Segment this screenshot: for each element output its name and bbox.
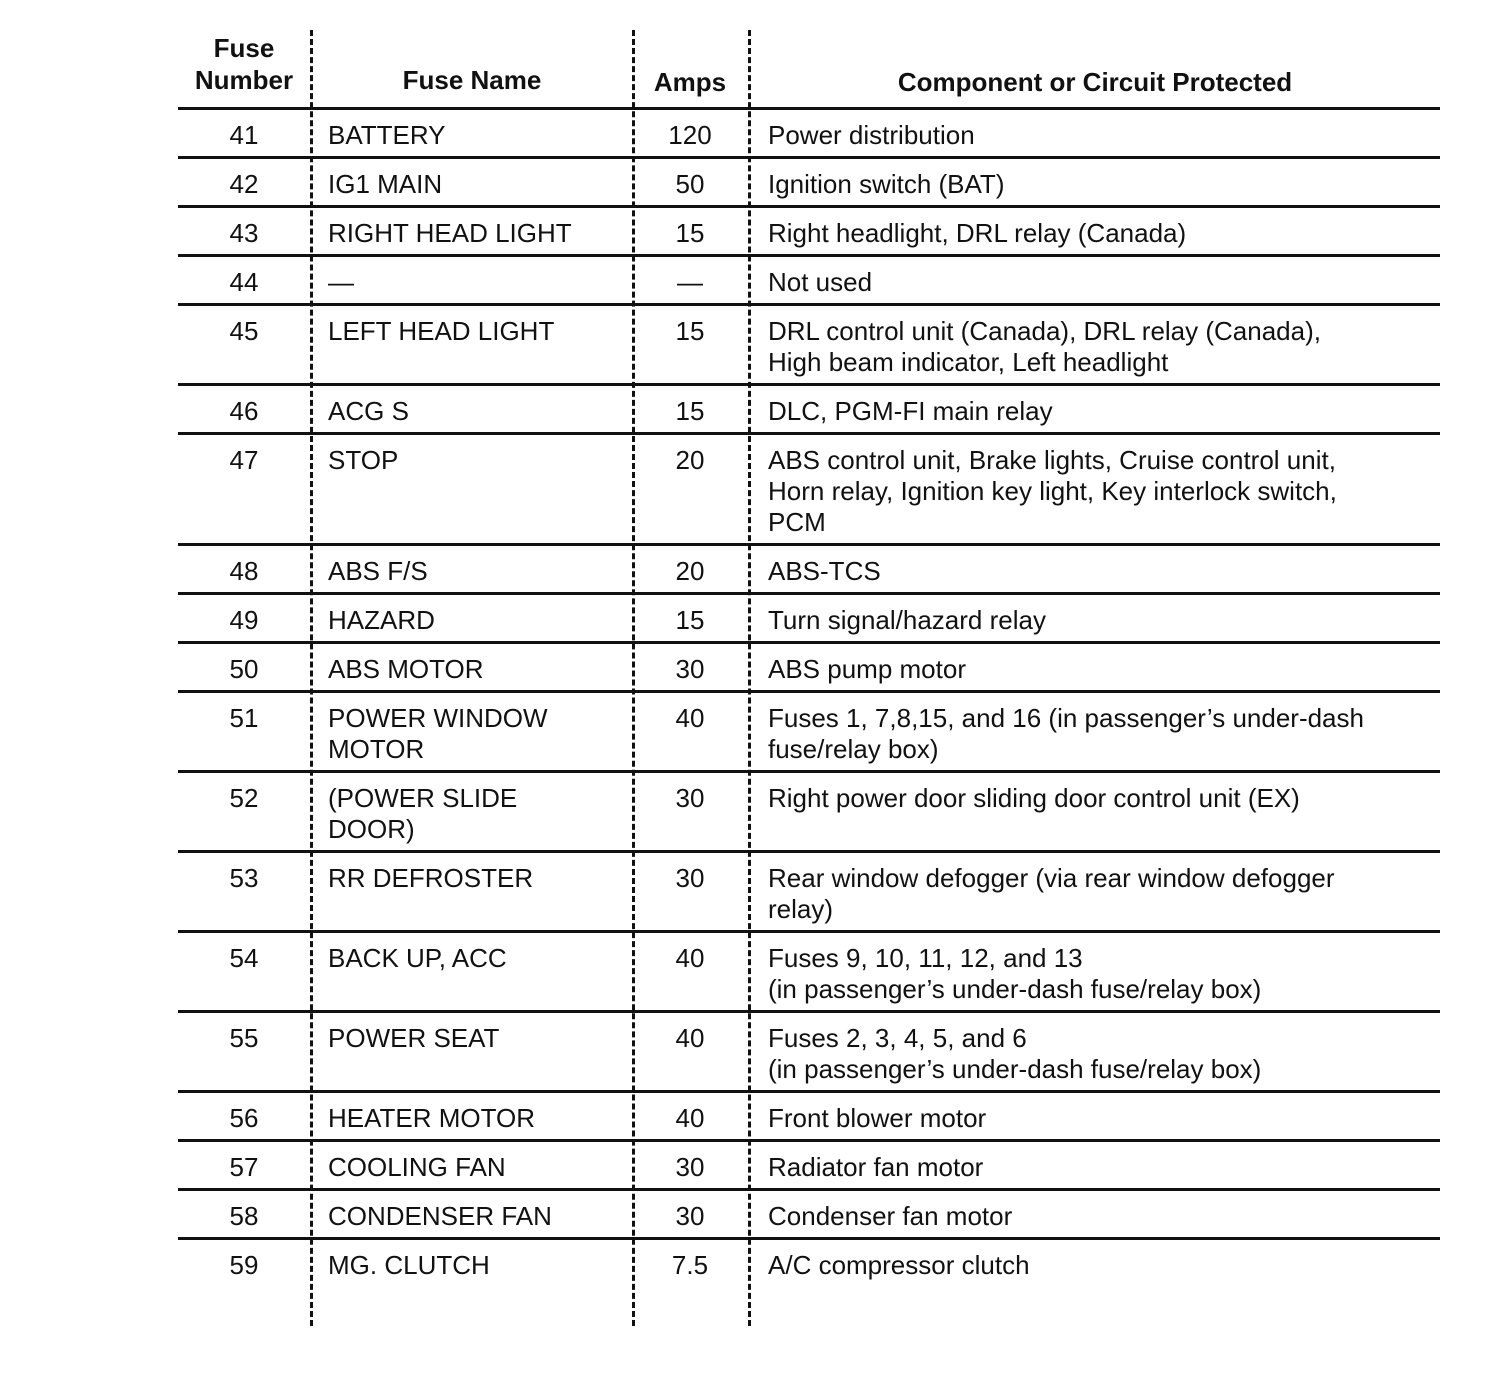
fuse-number-cell: 42 <box>229 169 259 199</box>
amps-cell: 40 <box>675 1023 705 1053</box>
fuse-number-cell: 45 <box>229 316 259 346</box>
component-cell: Radiator fan motor <box>768 1152 984 1182</box>
fuse-name-cell: MG. CLUTCH <box>328 1250 490 1280</box>
fuse-number-cell: 56 <box>229 1103 259 1133</box>
table-row <box>178 595 1440 644</box>
amps-cell: 15 <box>675 605 705 635</box>
amps-cell: 30 <box>675 654 705 684</box>
table-row <box>178 1142 1440 1191</box>
header-component: Component or Circuit Protected <box>897 67 1293 97</box>
fuse-number-cell: 47 <box>229 445 259 475</box>
amps-cell: 20 <box>675 556 705 586</box>
fuse-number-cell: 55 <box>229 1023 259 1053</box>
header-amps: Amps <box>653 67 727 97</box>
fuse-name-cell: ABS F/S <box>328 556 428 586</box>
component-cell: Power distribution <box>768 120 975 150</box>
fuse-number-cell: 48 <box>229 556 259 586</box>
component-cell: ABS-TCS <box>768 556 881 586</box>
header-fuse-name: Fuse Name <box>402 65 542 95</box>
fuse-number-cell: 58 <box>229 1201 259 1231</box>
component-cell: DRL control unit (Canada), DRL relay (Canada), High beam indicator, Left headlight <box>768 316 1321 377</box>
amps-cell: 15 <box>675 396 705 426</box>
component-cell: Turn signal/hazard relay <box>768 605 1046 635</box>
amps-cell: 40 <box>675 1103 705 1133</box>
fuse-name-cell: COOLING FAN <box>328 1152 506 1182</box>
fuse-name-cell: STOP <box>328 445 399 475</box>
amps-cell: 30 <box>675 863 705 893</box>
fuse-name-cell: BACK UP, ACC <box>328 943 507 973</box>
amps-cell: 40 <box>675 943 705 973</box>
fuse-name-cell: HAZARD <box>328 605 435 635</box>
table-row <box>178 257 1440 306</box>
fuse-name-cell: RR DEFROSTER <box>328 863 534 893</box>
fuse-number-cell: 44 <box>229 267 259 297</box>
fuse-name-cell: CONDENSER FAN <box>328 1201 552 1231</box>
amps-cell: 15 <box>675 316 705 346</box>
component-cell: Fuses 1, 7,8,15, and 16 (in passenger’s under-dash fuse/relay box) <box>768 703 1364 764</box>
table-row <box>178 386 1440 435</box>
table-row <box>178 110 1440 159</box>
component-cell: Fuses 2, 3, 4, 5, and 6 (in passenger’s under-dash fuse/relay box) <box>768 1023 1262 1084</box>
component-cell: Front blower motor <box>768 1103 987 1133</box>
table-row <box>178 644 1440 693</box>
component-cell: ABS control unit, Brake lights, Cruise control unit, Horn relay, Ignition key light, Key interlock switch, PCM <box>768 445 1337 537</box>
fuse-number-cell: 49 <box>229 605 259 635</box>
fuse-name-cell: LEFT HEAD LIGHT <box>328 316 555 346</box>
fuse-name-cell: POWER WINDOW MOTOR <box>328 703 548 764</box>
amps-cell: — <box>677 267 703 297</box>
table-row <box>178 1191 1440 1240</box>
fuse-name-cell: RIGHT HEAD LIGHT <box>328 218 572 248</box>
component-cell: ABS pump motor <box>768 654 966 684</box>
amps-cell: 20 <box>675 445 705 475</box>
amps-cell: 30 <box>675 1152 705 1182</box>
table-header <box>178 30 1440 110</box>
table-row <box>178 546 1440 595</box>
amps-cell: 40 <box>675 703 705 733</box>
fuse-name-cell: (POWER SLIDE DOOR) <box>328 783 518 844</box>
fuse-number-cell: 43 <box>229 218 259 248</box>
amps-cell: 50 <box>675 169 705 199</box>
fuse-name-cell: POWER SEAT <box>328 1023 500 1053</box>
component-cell: Right headlight, DRL relay (Canada) <box>768 218 1187 248</box>
fuse-number-cell: 50 <box>229 654 259 684</box>
fuse-name-cell: ABS MOTOR <box>328 654 484 684</box>
component-cell: Right power door sliding door control unit (EX) <box>768 783 1300 813</box>
table-row <box>178 853 1440 933</box>
component-cell: Condenser fan motor <box>768 1201 1013 1231</box>
component-cell: A/C compressor clutch <box>768 1250 1030 1280</box>
fuse-number-cell: 59 <box>229 1250 259 1280</box>
fuse-number-cell: 53 <box>229 863 259 893</box>
amps-cell: 7.5 <box>671 1250 709 1280</box>
table-row <box>178 773 1440 853</box>
component-cell: DLC, PGM-FI main relay <box>768 396 1053 426</box>
table-row <box>178 1093 1440 1142</box>
amps-cell: 30 <box>675 1201 705 1231</box>
fuse-number-cell: 51 <box>229 703 259 733</box>
fuse-name-cell: BATTERY <box>328 120 446 150</box>
fuse-number-cell: 54 <box>229 943 259 973</box>
table-row <box>178 159 1440 208</box>
amps-cell: 15 <box>675 218 705 248</box>
table-row <box>178 933 1440 1013</box>
component-cell: Rear window defogger (via rear window defogger relay) <box>768 863 1335 924</box>
component-cell: Ignition switch (BAT) <box>768 169 1005 199</box>
amps-cell: 120 <box>668 120 712 150</box>
amps-cell: 30 <box>675 783 705 813</box>
table-row <box>178 693 1440 773</box>
fuse-name-cell: HEATER MOTOR <box>328 1103 536 1133</box>
table-row <box>178 435 1440 546</box>
table-row <box>178 1240 1440 1320</box>
component-cell: Fuses 9, 10, 11, 12, and 13 (in passenger’s under-dash fuse/relay box) <box>768 943 1262 1004</box>
table-row <box>178 306 1440 386</box>
fuse-name-cell: — <box>328 267 354 297</box>
fuse-name-cell: IG1 MAIN <box>328 169 443 199</box>
fuse-number-cell: 52 <box>229 783 259 813</box>
component-cell: Not used <box>768 267 873 297</box>
fuse-table <box>178 30 1440 1330</box>
table-row <box>178 1013 1440 1093</box>
fuse-number-cell: 41 <box>229 120 259 150</box>
fuse-number-cell: 57 <box>229 1152 259 1182</box>
header-fuse-number: Fuse Number <box>194 33 294 95</box>
table-row <box>178 208 1440 257</box>
fuse-number-cell: 46 <box>229 396 259 426</box>
fuse-name-cell: ACG S <box>328 396 409 426</box>
